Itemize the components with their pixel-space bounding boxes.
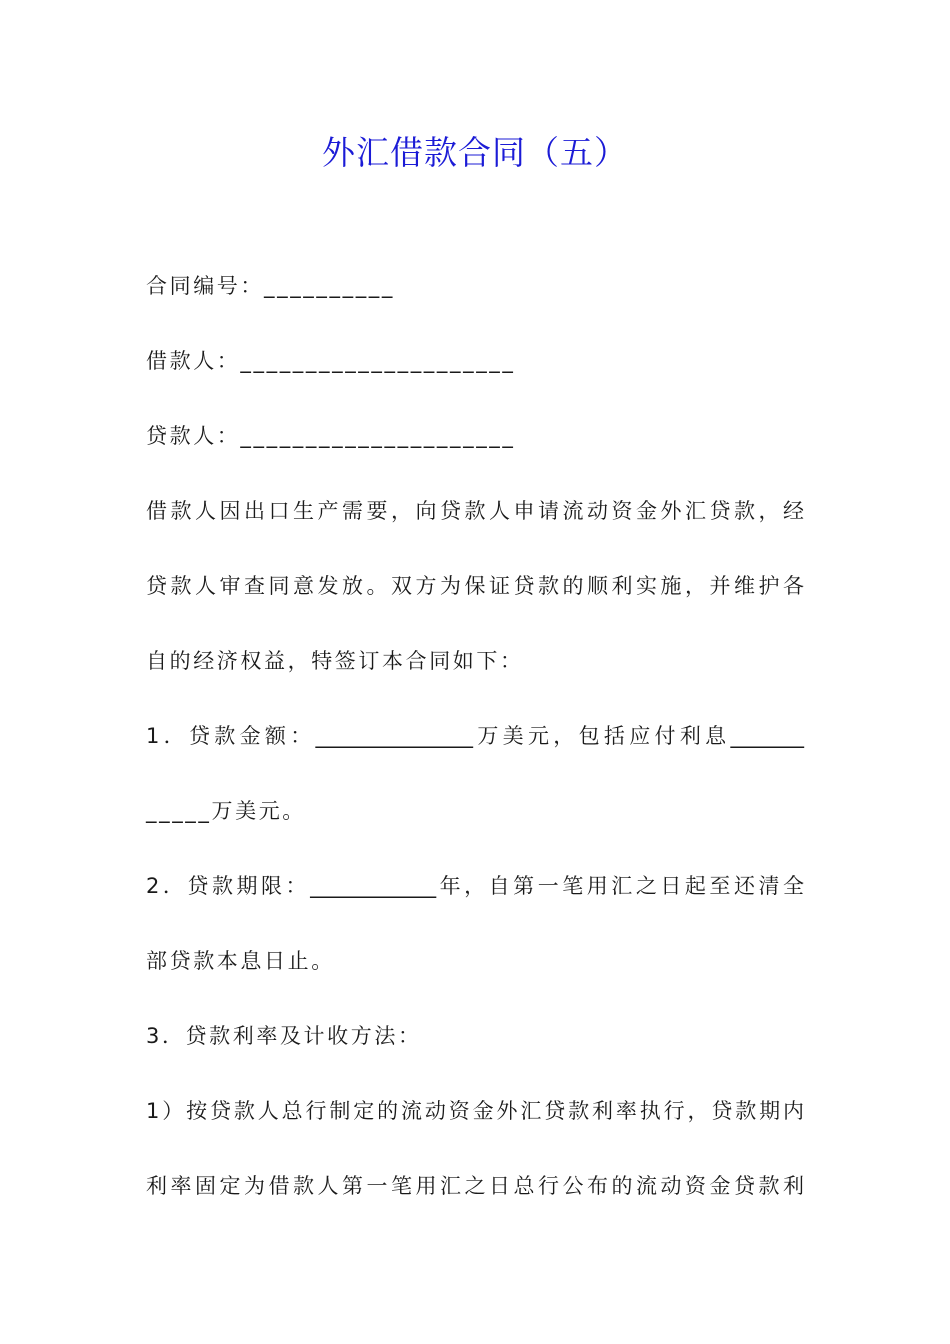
contract-number-line: 合同编号：__________	[146, 274, 395, 298]
preamble-line-1: 借款人因出口生产需要，向贷款人申请流动资金外汇贷款，经	[146, 499, 804, 523]
preamble-line-3: 自的经济权益，特签订本合同如下：	[146, 649, 524, 673]
clause-3-1-line-2: 利率固定为借款人第一笔用汇之日总行公布的流动资金贷款利	[146, 1174, 804, 1198]
clause-1-line-1: 1．贷款金额：_______________万美元，包括应付利息_______	[146, 724, 804, 748]
document-title: 外汇借款合同（五）	[322, 133, 628, 172]
clause-1-line-2: _____万美元。	[146, 799, 306, 823]
preamble-line-2: 贷款人审查同意发放。双方为保证贷款的顺利实施，并维护各	[146, 574, 804, 598]
clause-2-line-1: 2．贷款期限：____________年，自第一笔用汇之日起至还清全	[146, 874, 804, 898]
clause-3-1-line-1: 1）按贷款人总行制定的流动资金外汇贷款利率执行，贷款期内	[146, 1099, 804, 1123]
borrower-line: 借款人：_____________________	[146, 349, 516, 373]
clause-3-heading: 3．贷款利率及计收方法：	[146, 1024, 422, 1048]
clause-2-line-2: 部贷款本息日止。	[146, 949, 335, 973]
lender-line: 贷款人：_____________________	[146, 424, 516, 448]
